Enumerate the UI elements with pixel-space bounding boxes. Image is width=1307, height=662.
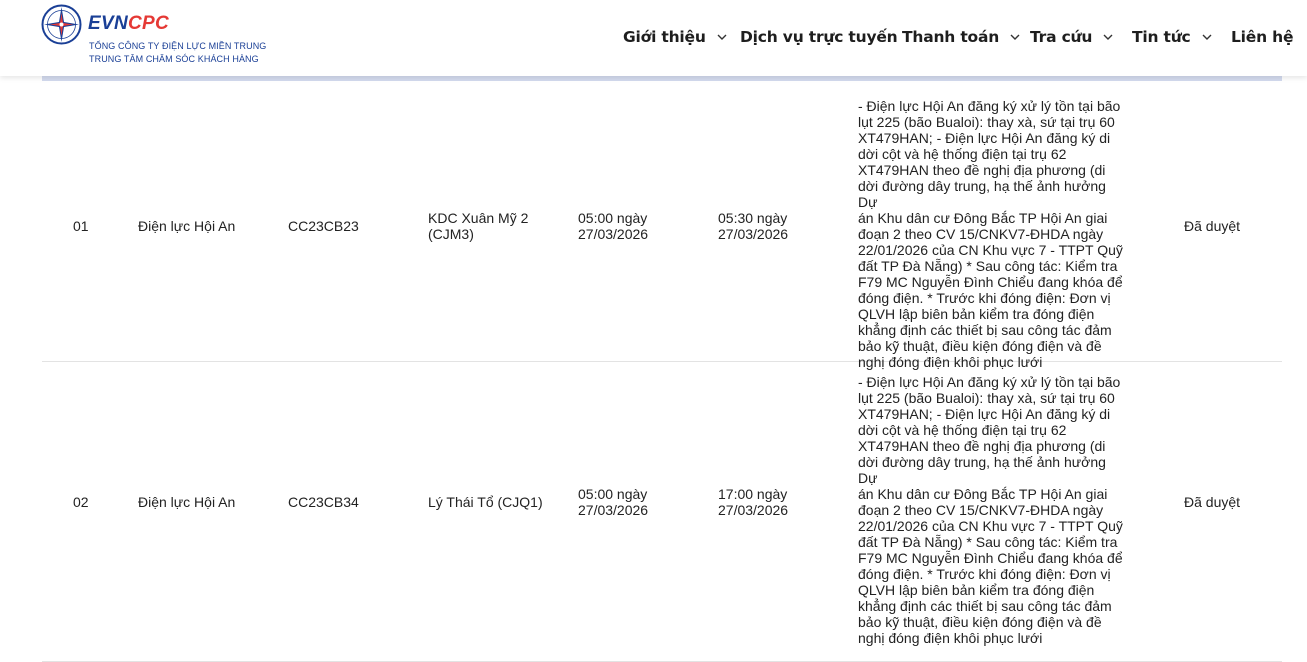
description-line: dời cột và hệ thống điện tại trụ 62 [858,146,1067,162]
description-line: XT479HAN theo đề nghị địa phương (di [858,162,1106,178]
description-line: nghị đóng điện khôi phục lưới [858,630,1043,646]
cell-start-time [578,486,648,518]
cell-area-line1: KDC Xuân Mỹ 2 [428,210,529,226]
nav-lien-he[interactable] [1231,24,1293,50]
cell-end-time [718,486,788,518]
cell-area [428,494,543,510]
cell-start-line2: 27/03/2026 [578,226,649,242]
cell-area-line1: Lý Thái Tổ (CJQ1) [428,494,543,510]
cell-end-line1: 17:00 ngày [718,486,788,502]
cell-code: CC23CB23 [288,218,359,234]
cell-end-line1: 05:30 ngày [718,210,788,226]
cell-stt: 02 [73,494,89,510]
table-row [42,81,1282,370]
description-line: - Điện lực Hội An đăng ký xử lý tồn tại bão [858,374,1121,390]
description-line: lụt 225 (bão Bualoi): thay xà, sứ tại trụ 60 [858,114,1115,130]
cell-unit: Điện lực Hội An [138,494,236,510]
description-line: dời cột và hệ thống điện tại trụ 62 [858,422,1067,438]
description-line: 22/01/2026 của CN Khu vực 7 - TTPT Quỹ [858,242,1123,258]
description-line: khẳng định các thiết bị sau công tác đảm [858,322,1112,338]
description-line: khẳng định các thiết bị sau công tác đảm [858,598,1112,614]
cell-description [858,374,1128,646]
main-nav [0,24,1307,50]
nav-label: Thanh toán [902,28,1000,46]
description-line: đoạn 2 theo CV 15/CNKV7-ĐHDA ngày [858,502,1104,518]
nav-tin-tuc[interactable] [1132,24,1213,50]
cell-start-line1: 05:00 ngày [578,210,648,226]
outage-schedule-table [42,76,1282,662]
cell-start-line1: 05:00 ngày [578,486,648,502]
chevron-down-icon [1102,31,1114,43]
nav-label: Dịch vụ trực tuyến [740,28,898,46]
brand-subtitle-2: TRUNG TÂM CHĂM SÓC KHÁCH HÀNG [89,54,259,64]
description-line: F79 MC Nguyễn Đình Chiểu đang khóa để [858,550,1123,566]
description-line: XT479HAN theo đề nghị địa phương (di [858,438,1106,454]
nav-thanh-toan[interactable] [902,24,1021,50]
description-line: dời đường dây trung, hạ thế ảnh hưởng Dự [858,454,1106,486]
brand-name-evn: EVN [88,13,128,34]
cell-description [858,98,1128,370]
description-line: đất TP Đà Nẵng) * Sau công tác: Kiểm tra [858,534,1118,550]
nav-label: Giới thiệu [623,28,706,46]
chevron-down-icon [716,31,728,43]
nav-label: Tin tức [1132,28,1191,46]
description-line: nghị đóng điện khôi phục lưới [858,354,1043,370]
nav-gioi-thieu[interactable] [623,24,728,50]
cell-code: CC23CB34 [288,494,359,510]
cell-status: Đã duyệt [1184,494,1241,510]
cell-unit: Điện lực Hội An [138,218,236,234]
description-line: án Khu dân cư Đông Bắc TP Hội An giai [858,486,1108,502]
brand-subtitle-1: TỔNG CÔNG TY ĐIỆN LỰC MIỀN TRUNG [89,41,267,51]
description-line: XT479HAN; - Điện lực Hội An đăng ký di [858,406,1111,422]
description-line: bảo kỹ thuật, điều kiện đóng điện và đề [858,338,1102,354]
description-line: QLVH lập biên bản kiểm tra đóng điện [858,306,1095,322]
cell-area [428,210,528,242]
description-line: đóng điện. * Trước khi đóng điện: Đơn vị [858,290,1111,306]
cell-end-line2: 27/03/2026 [718,502,789,518]
cell-start-line2: 27/03/2026 [578,502,649,518]
chevron-down-icon [1009,31,1021,43]
cell-start-time [578,210,648,242]
cell-area-line2: (CJM3) [428,226,474,242]
description-line: XT479HAN; - Điện lực Hội An đăng ký di [858,130,1111,146]
description-line: bảo kỹ thuật, điều kiện đóng điện và đề [858,614,1102,630]
description-line: F79 MC Nguyễn Đình Chiểu đang khóa để [858,274,1123,290]
cell-end-time [718,210,788,242]
description-line: đoạn 2 theo CV 15/CNKV7-ĐHDA ngày [858,226,1104,242]
cell-stt: 01 [73,218,89,234]
brand-name-cpc: CPC [127,13,169,34]
description-line: đóng điện. * Trước khi đóng điện: Đơn vị [858,566,1111,582]
nav-dich-vu-truc-tuyen[interactable] [740,24,898,50]
description-line: lụt 225 (bão Bualoi): thay xà, sứ tại trụ 60 [858,390,1115,406]
description-line: đất TP Đà Nẵng) * Sau công tác: Kiểm tra [858,258,1118,274]
chevron-down-icon [1201,31,1213,43]
site-header [0,0,1307,76]
description-line: - Điện lực Hội An đăng ký xử lý tồn tại bão [858,98,1121,114]
cell-end-line2: 27/03/2026 [718,226,789,242]
nav-label: Liên hệ [1231,28,1294,46]
nav-label: Tra cứu [1030,28,1093,46]
description-line: dời đường dây trung, hạ thế ảnh hưởng Dự [858,178,1106,210]
description-line: án Khu dân cư Đông Bắc TP Hội An giai [858,210,1108,226]
description-line: 22/01/2026 của CN Khu vực 7 - TTPT Quỹ [858,518,1123,534]
nav-tra-cuu[interactable] [1030,24,1114,50]
table-row [42,362,1282,662]
cell-status: Đã duyệt [1184,218,1241,234]
description-line: QLVH lập biên bản kiểm tra đóng điện [858,582,1095,598]
